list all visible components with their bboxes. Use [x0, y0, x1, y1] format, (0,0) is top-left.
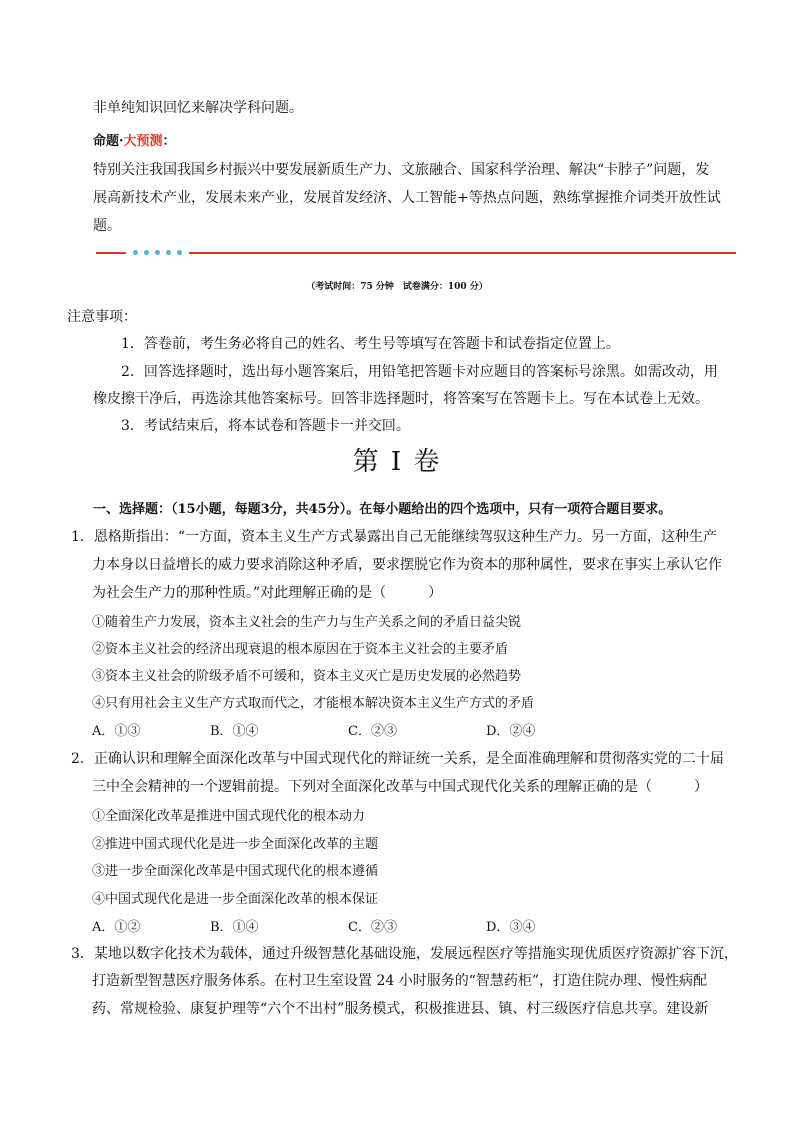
- question-stem-line: 力本身以日益增长的威力要求消除这种矛盾，要求摆脱它作为资本的那种属性，要求在事实上承认它作: [92, 557, 722, 573]
- question-stem-line: 三中全会精神的一个逻辑前提。下列对全面深化改革与中国式现代化关系的理解正确的是（ ）: [92, 779, 708, 795]
- question-stem-line: 2．正确认识和理解全面深化改革与中国式现代化的辩证统一关系，是全面准确理解和贯彻落实党的二十届: [71, 751, 724, 767]
- prediction-colon: ：: [162, 134, 176, 149]
- answer-option: A．①②: [92, 920, 141, 935]
- question-stem-line: 1．恩格斯指出：“一方面，资本主义生产方式暴露出自己无能继续驾驭这种生产力。另一方面，这种生产: [71, 529, 718, 545]
- note-item: 3．考试结束后，将本试卷和答题卡一并交回。: [121, 418, 410, 434]
- prediction-paragraph-line: 展高新技术产业，发展未来产业，发展首发经济、人工智能+等热点问题，熟练掌握推介词类开放性试: [93, 190, 721, 206]
- question-stem-line: 3．某地以数字化技术为载体，通过升级智慧化基础设施，发展远程医疗等措施实现优质医疗资源扩容下沉，: [71, 946, 738, 962]
- prediction-paragraph-line: 特别关注我国我国乡村振兴中要发展新质生产力、文旅融合、国家科学治理、解决“卡脖子”问题，发: [93, 162, 710, 178]
- statement: ②资本主义社会的经济出现衰退的根本原因在于资本主义社会的主要矛盾: [92, 642, 509, 657]
- answer-option: B．①④: [210, 920, 259, 935]
- notes-heading: 注意事项：: [67, 309, 137, 325]
- divider-dot: [177, 250, 182, 255]
- question-stem-line: 药、常规检验、康复护理等“六个不出村”服务模式，积极推进县、镇、村三级医疗信息共享。建设新: [92, 1001, 709, 1017]
- prediction-heading: [93, 130, 176, 149]
- section-title: 第 I 卷: [352, 447, 442, 477]
- note-item: 1．答卷前，考生务必将自己的姓名、考生号等填写在答题卡和试卷指定位置上。: [121, 336, 620, 352]
- divider-line-left: [96, 252, 126, 254]
- answer-option: B．①④: [210, 724, 259, 739]
- divider-dot: [155, 250, 160, 255]
- note-item: 2．回答选择题时，选出每小题答案后，用铅笔把答题卡对应题目的答案标号涂黑。如需改动，用: [121, 364, 718, 380]
- question-stem-line: 打造新型智慧医疗服务体系。在村卫生室设置 24 小时服务的“智慧药柜”，打造住院办理、慢性病配: [92, 973, 708, 989]
- divider-line-right: [189, 252, 736, 254]
- answer-option: D．②④: [486, 724, 536, 739]
- exam-info: （考试时间：75 分钟 试卷满分：100 分）: [306, 282, 488, 292]
- prediction-label: 命题·: [93, 134, 124, 149]
- statement: ②推进中国式现代化是进一步全面深化改革的主题: [92, 837, 379, 852]
- answer-option: A．①③: [92, 724, 141, 739]
- answer-option: D．③④: [486, 920, 536, 935]
- note-item-continued: 橡皮擦干净后，再选涂其他答案标号。回答非选择题时，将答案写在答题卡上。写在本试卷上无效。: [93, 391, 709, 407]
- intro-line: 非单纯知识回忆来解决学科问题。: [93, 100, 303, 116]
- question-stem-line: 为社会生产力的那种性质。”对此理解正确的是（ ）: [92, 585, 443, 601]
- divider-dot: [166, 250, 171, 255]
- prediction-paragraph-line: 题。: [93, 218, 121, 234]
- divider-dot: [133, 250, 138, 255]
- prediction-highlight: 大预测: [123, 134, 163, 149]
- statement: ①全面深化改革是推进中国式现代化的根本动力: [92, 809, 366, 824]
- statement: ③资本主义社会的阶级矛盾不可缓和，资本主义灭亡是历史发展的必然趋势: [92, 669, 522, 684]
- divider-dot: [144, 250, 149, 255]
- answer-option: C．②③: [348, 920, 397, 935]
- answer-option: C．②③: [348, 724, 397, 739]
- statement: ①随着生产力发展，资本主义社会的生产力与生产关系之间的矛盾日益尖锐: [92, 615, 522, 630]
- statement: ③进一步全面深化改革是中国式现代化的根本遵循: [92, 864, 379, 879]
- statement: ④只有用社会主义生产方式取而代之，才能根本解决资本主义生产方式的矛盾: [92, 696, 535, 711]
- statement: ④中国式现代化是进一步全面深化改革的根本保证: [92, 892, 379, 907]
- section-instructions: 一、选择题：（15小题，每题3分，共45分）。在每小题给出的四个选项中，只有一项符合题目要求。: [93, 502, 672, 517]
